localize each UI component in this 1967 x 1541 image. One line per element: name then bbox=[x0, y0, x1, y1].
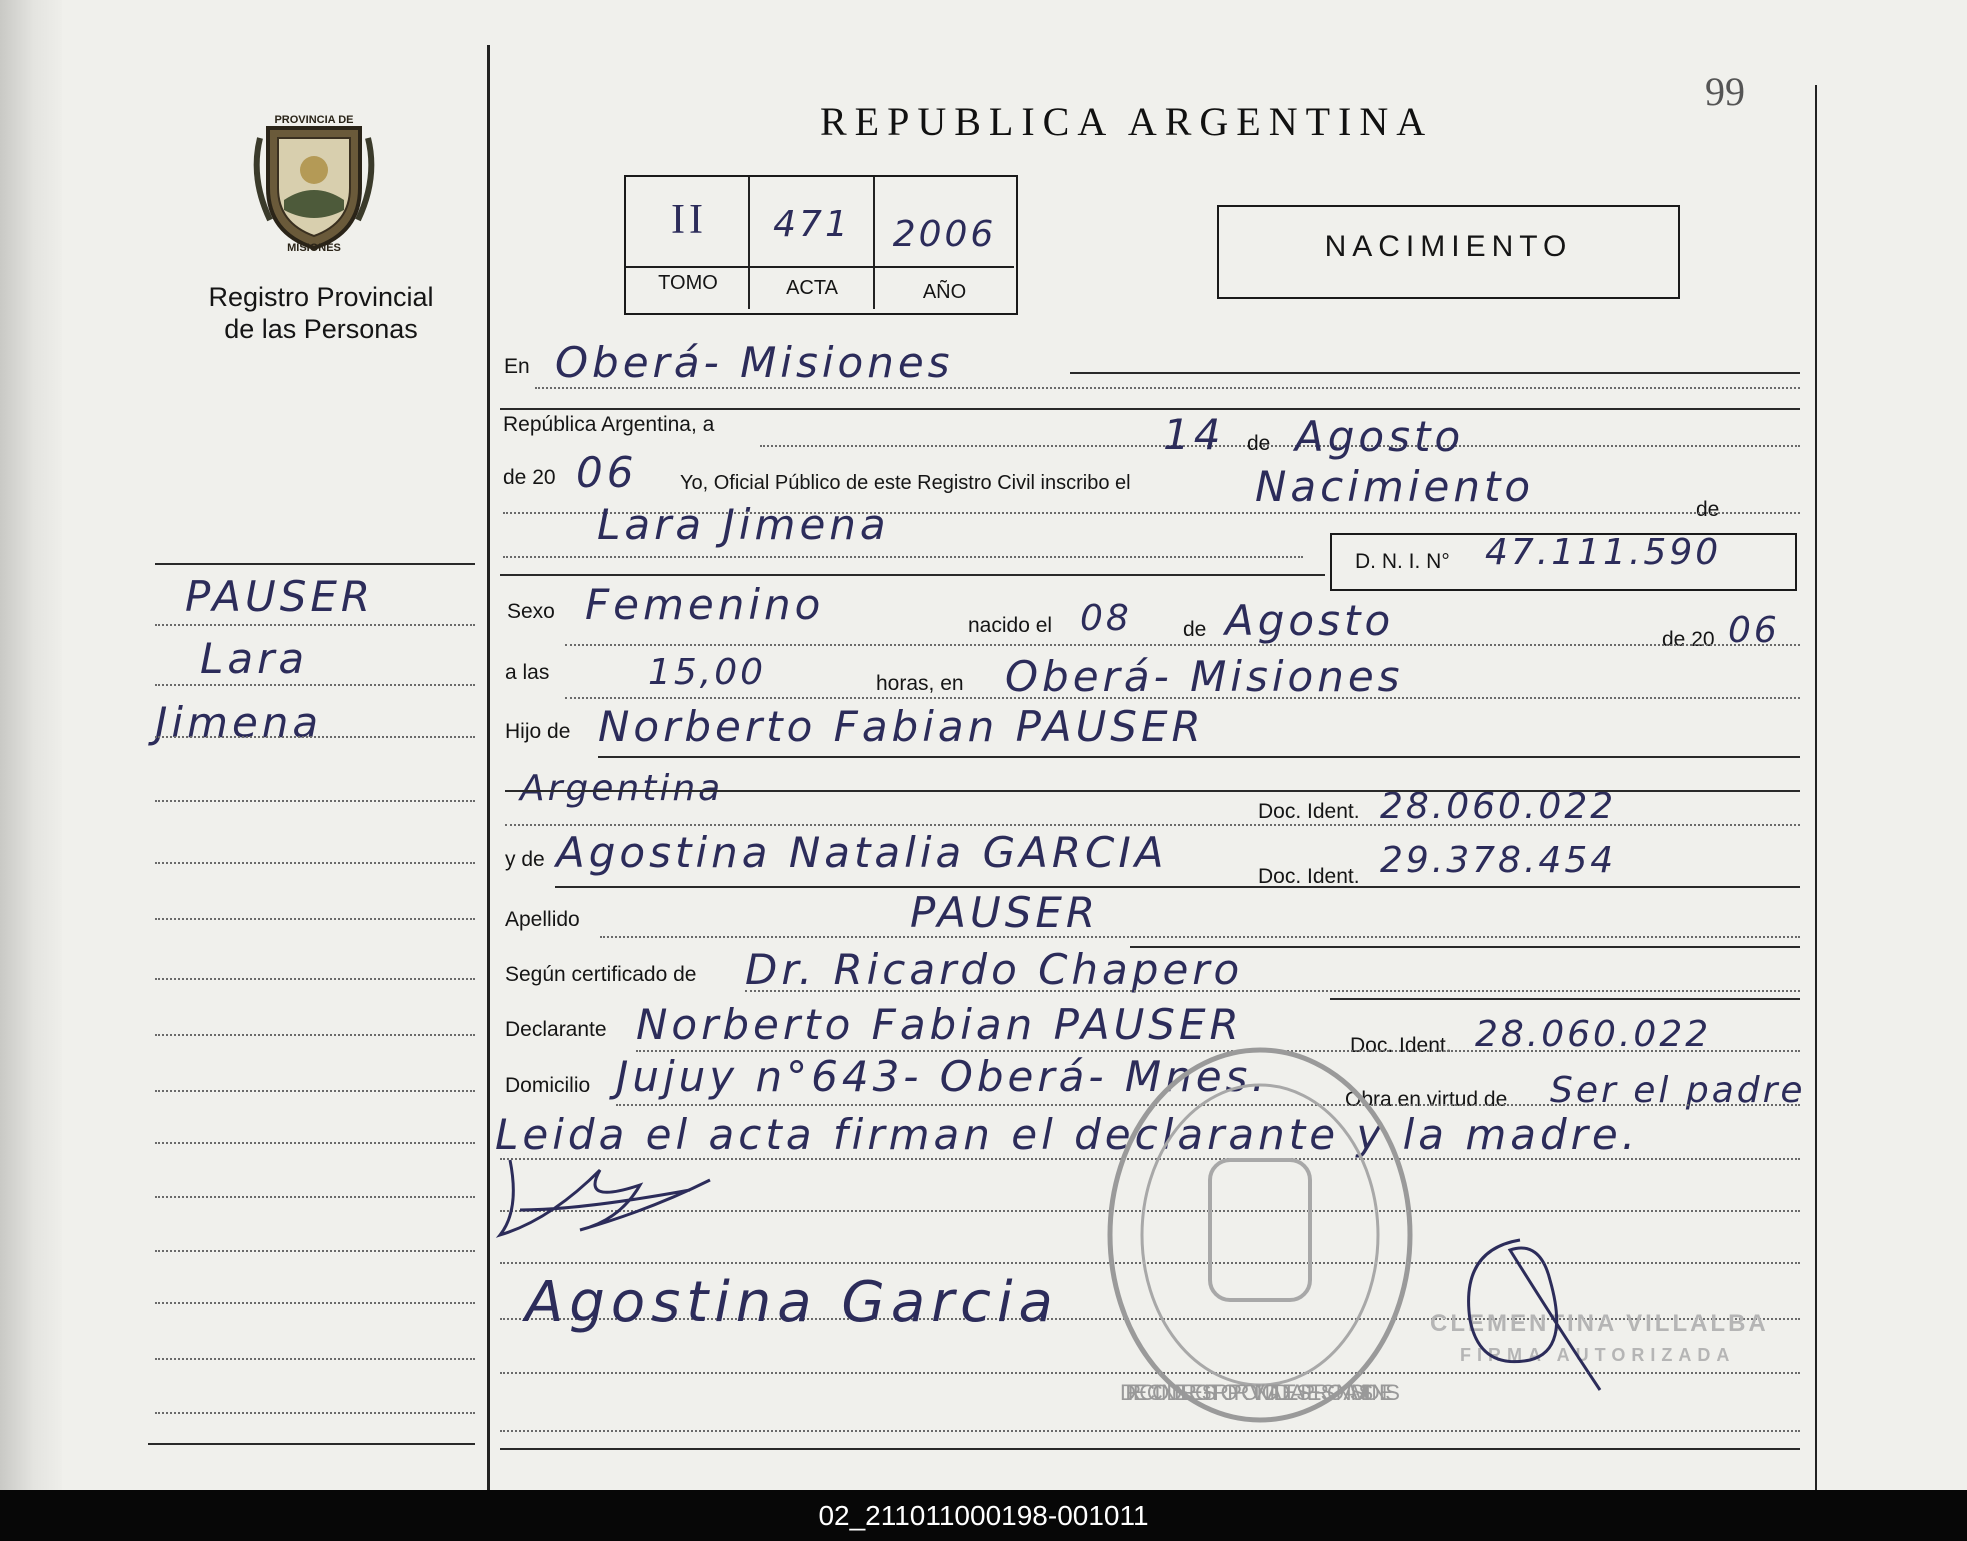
margin-first-name: Lara bbox=[200, 634, 309, 683]
segun-label: Según certificado de bbox=[505, 963, 697, 986]
official-role: FIRMA AUTORIZADA bbox=[1460, 1345, 1736, 1365]
provincial-seal-icon bbox=[250, 108, 378, 254]
de-label-3: de bbox=[1183, 618, 1207, 641]
en-label: En bbox=[504, 355, 530, 378]
horas-label: horas, en bbox=[876, 672, 964, 695]
father-doc: 28.060.022 bbox=[1380, 786, 1617, 827]
de-label-2: de bbox=[1696, 498, 1720, 521]
alas-label: a las bbox=[505, 661, 550, 684]
seal-top-text: PROVINCIA DE bbox=[274, 114, 354, 126]
tomo-value: II bbox=[671, 197, 707, 243]
official-name: CLEMENTINA VILLALBA bbox=[1430, 1310, 1769, 1337]
apellido-label: Apellido bbox=[505, 908, 580, 931]
official-signature-icon bbox=[1440, 1210, 1620, 1410]
registry-name-line2: de las Personas bbox=[224, 314, 418, 344]
record-type-label: NACIMIENTO bbox=[1324, 230, 1573, 263]
anio-label: AÑO bbox=[922, 281, 967, 303]
yde-label: y de bbox=[505, 848, 545, 871]
margin-surname: PAUSER bbox=[185, 572, 375, 621]
declarante-doc: 28.060.022 bbox=[1475, 1014, 1712, 1055]
left-column-divider bbox=[487, 45, 490, 1490]
dni-value: 47.111.590 bbox=[1485, 532, 1722, 573]
day-value: 14 bbox=[1163, 410, 1225, 459]
apellido-value: PAUSER bbox=[910, 888, 1100, 937]
nacido-label: nacido el bbox=[968, 614, 1053, 637]
document-title: REPUBLICA ARGENTINA bbox=[820, 99, 1434, 144]
dni-label: D. N. I. N° bbox=[1355, 550, 1450, 573]
doc-label-3: Doc. Ident. bbox=[1350, 1034, 1452, 1057]
acta-value: 471 bbox=[773, 204, 851, 245]
doc-label-1: Doc. Ident. bbox=[1258, 800, 1360, 823]
doc-label-2: Doc. Ident. bbox=[1258, 865, 1360, 888]
leida-text: Leida el acta firman el declarante y la madre. bbox=[495, 1110, 1640, 1159]
tomo-label: TOMO bbox=[658, 272, 718, 294]
place-value: Oberá- Misiones bbox=[1005, 652, 1404, 701]
seal-bottom-text: MISIONES bbox=[287, 242, 341, 254]
father-name: Norberto Fabian PAUSER bbox=[598, 702, 1205, 751]
obra-value: Ser el padre bbox=[1550, 1070, 1806, 1111]
mother-doc: 29.378.454 bbox=[1380, 840, 1617, 881]
birth-month: Agosto bbox=[1225, 596, 1395, 645]
domicilio-value: Jujuy n°643- Oberá- Mnes. bbox=[616, 1052, 1269, 1101]
declarante-signature-icon bbox=[490, 1150, 730, 1260]
domicilio-label: Domicilio bbox=[505, 1074, 591, 1097]
hour-value: 15,00 bbox=[648, 652, 767, 693]
mother-signature: Agostina Garcia bbox=[525, 1270, 1059, 1335]
father-nationality: Argentina bbox=[520, 768, 724, 809]
birth-year: 06 bbox=[1728, 610, 1780, 651]
declarante-value: Norberto Fabian PAUSER bbox=[636, 1000, 1243, 1049]
page-number: 99 bbox=[1705, 69, 1745, 114]
declarante-label: Declarante bbox=[505, 1018, 607, 1041]
child-name: Lara Jimena bbox=[597, 500, 890, 549]
sexo-label: Sexo bbox=[507, 600, 555, 623]
acta-label: ACTA bbox=[786, 277, 838, 299]
anio-value: 2006 bbox=[892, 214, 997, 255]
round-stamp-icon bbox=[1100, 1040, 1420, 1430]
yo-label: Yo, Oficial Público de este Registro Civil inscribo el bbox=[680, 472, 1131, 494]
document-code: 02_211011000198-001011 bbox=[818, 1500, 1149, 1531]
registry-name-line1: Registro Provincial bbox=[208, 282, 434, 312]
de20-label: de 20 bbox=[1662, 628, 1715, 651]
round-stamp-text: DIRECCION DEL REGISTRO PROVINCIAL DE LAS PERSONAS · MISIONES bbox=[1120, 1380, 1400, 1405]
sexo-value: Femenino bbox=[585, 580, 825, 629]
obra-label: Obra en virtud de bbox=[1345, 1088, 1508, 1111]
de-label-1: de bbox=[1247, 432, 1271, 455]
mother-name: Agostina Natalia GARCIA bbox=[556, 828, 1168, 877]
month-value: Agosto bbox=[1295, 412, 1465, 461]
event-value: Nacimiento bbox=[1255, 462, 1535, 511]
right-border bbox=[1815, 85, 1817, 1490]
republica-label: República Argentina, a bbox=[503, 413, 715, 436]
birth-day: 08 bbox=[1080, 598, 1132, 639]
page-gutter bbox=[0, 0, 62, 1490]
en-value: Oberá- Misiones bbox=[555, 338, 954, 387]
margin-second-name: Jimena bbox=[155, 698, 323, 747]
year-prefix: de 20 bbox=[503, 466, 556, 489]
year-value: 06 bbox=[576, 448, 638, 497]
hijo-label: Hijo de bbox=[505, 720, 571, 743]
certificado-value: Dr. Ricardo Chapero bbox=[745, 945, 1244, 994]
